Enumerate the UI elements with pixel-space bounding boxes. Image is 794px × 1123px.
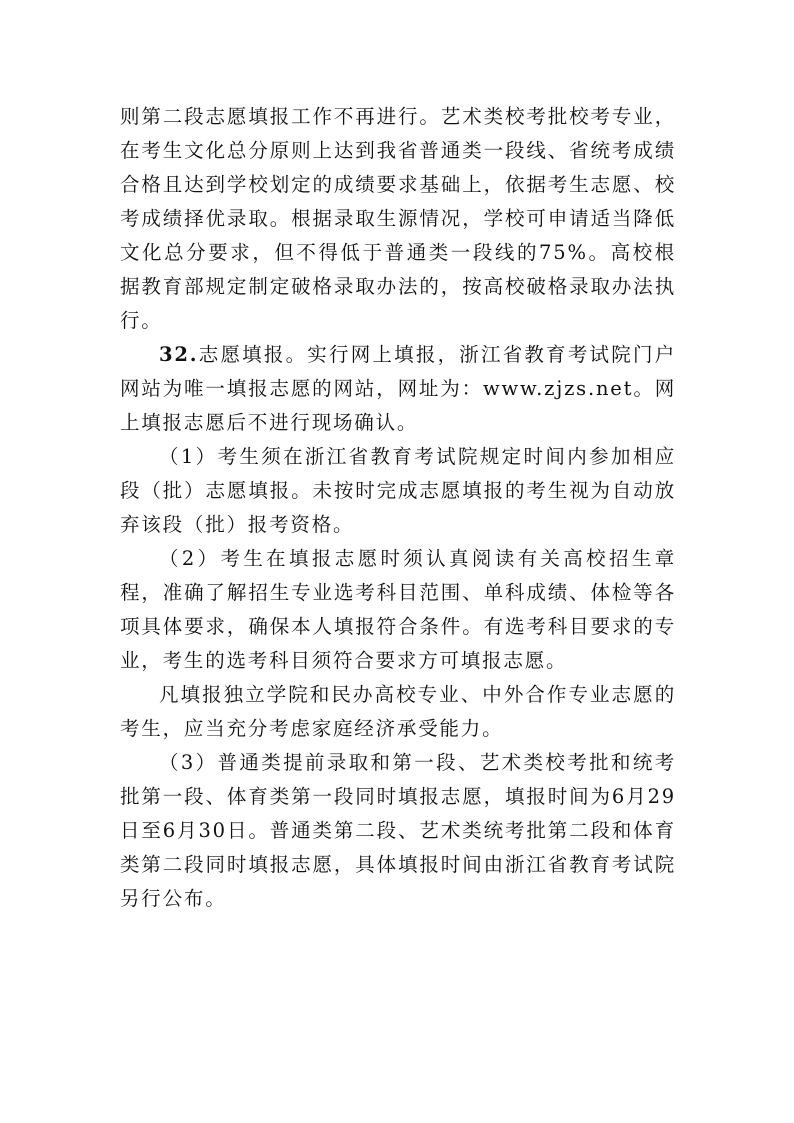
- paragraph-item-2: （2）考生在填报志愿时须认真阅读有关高校招生章程，准确了解招生专业选考科目范围、单科成绩、体检等各项具体要求，确保本人填报符合条件。有选考科目要求的专业，考生的选考科目须符合要求方可填报志愿。: [120, 547, 676, 672]
- paragraph-item-1: （1）考生须在浙江省教育考试院规定时间内参加相应段（批）志愿填报。未按时完成志愿填报的考生视为自动放弃该段（批）报考资格。: [120, 445, 676, 536]
- paragraph-admission-rules: 则第二段志愿填报工作不再进行。艺术类校考批校考专业，在考生文化总分原则上达到我省普通类一段线、省统考成绩合格且达到学校划定的成绩要求基础上，依据考生志愿、校考成绩择优录取。根据录取生源情况，学校可申请适当降低文化总分要求，但不得低于普通类一段线的75%。高校根据教育部规定制定破格录取办法的，按高校破格录取办法执行。: [120, 105, 676, 332]
- paragraph-private-college-note: 凡填报独立学院和民办高校专业、中外合作专业志愿的考生，应当充分考虑家庭经济承受能力。: [120, 683, 676, 740]
- clause-text: 志愿填报。实行网上填报，浙江省教育考试院门户网站为唯一填报志愿的网站，网址为：www.zjzs.net。网上填报志愿后不进行现场确认。: [120, 343, 676, 434]
- paragraph-item-3: （3）普通类提前录取和第一段、艺术类校考批和统考批第一段、体育类第一段同时填报志愿，填报时间为6月29日至6月30日。普通类第二段、艺术类统考批第二段和体育类第二段同时填报志愿，具体填报时间由浙江省教育考试院另行公布。: [120, 751, 676, 910]
- paragraph-volunteer-filling: [120, 338, 676, 440]
- clause-number: 32.: [159, 343, 199, 366]
- document-body: [120, 100, 676, 916]
